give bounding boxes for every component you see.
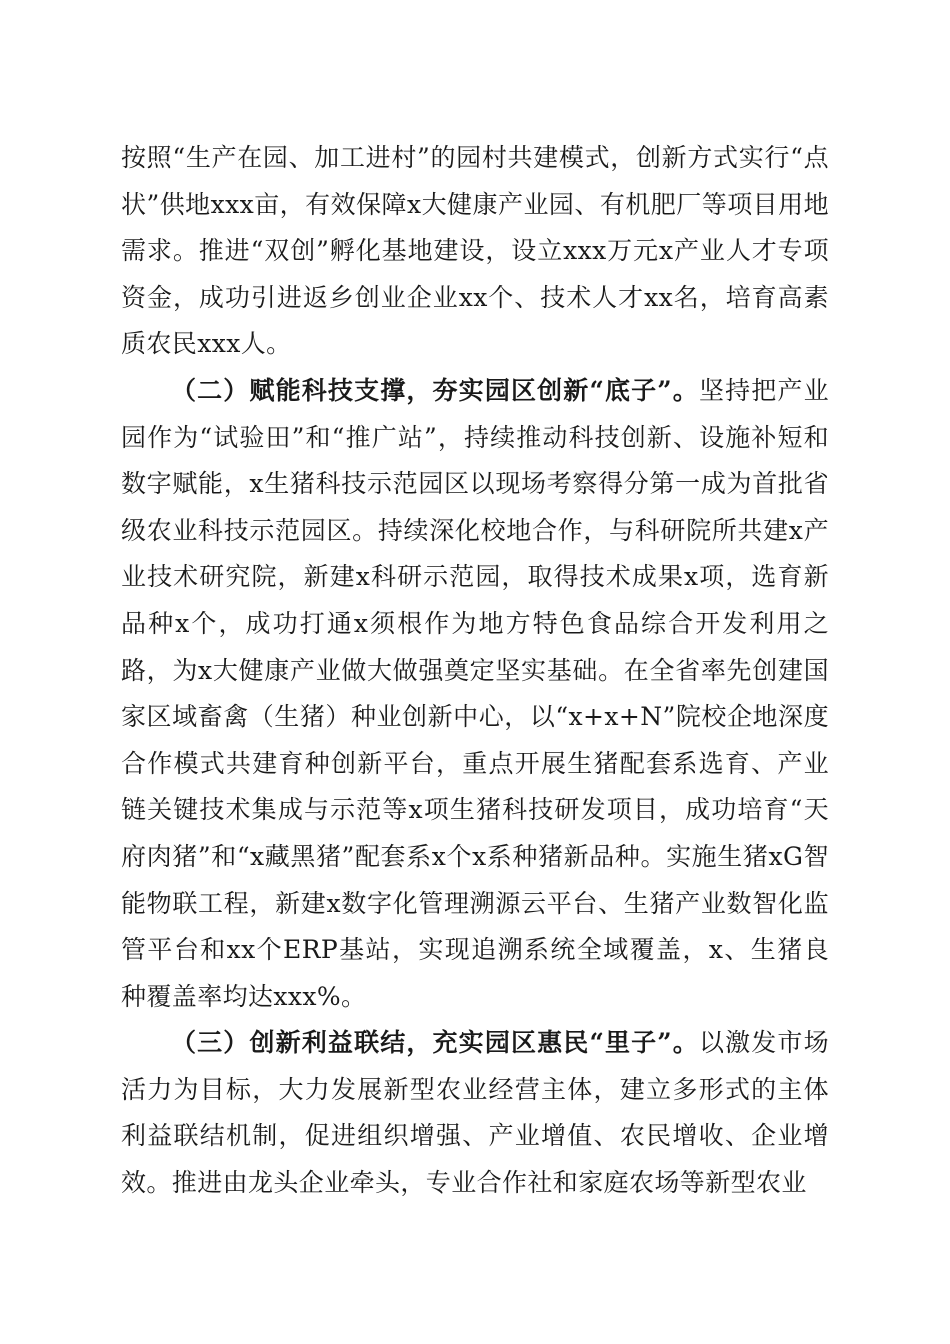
document-body [121, 135, 829, 1207]
paragraph-section-2 [121, 368, 829, 1020]
section-heading: （三）创新利益联结，充实园区惠民“里子”。 [171, 1028, 699, 1058]
paragraph-text: 以激发市场活力为目标，大力发展新型农业经营主体，建立多形式的主体利益联结机制，促进组织增强、产业增值、农民增收、企业增效。推进由龙头企业牵头，专业合作社和家庭农场等新型农业 [121, 1028, 829, 1198]
paragraph-continuation [121, 135, 829, 368]
paragraph-section-3 [121, 1020, 829, 1206]
paragraph-text: 按照“生产在园、加工进村”的园村共建模式，创新方式实行“点状”供地xxx亩，有效保障x大健康产业园、有机肥厂等项目用地需求。推进“双创”孵化基地建设，设立xxx万元x产业人才专项资金，成功引进返乡创业企业xx个、技术人才xx名，培育高素质农民xxx人。 [121, 143, 829, 359]
section-heading: （二）赋能科技支撑，夯实园区创新“底子”。 [171, 375, 699, 405]
paragraph-text: 坚持把产业园作为“试验田”和“推广站”，持续推动科技创新、设施补短和数字赋能，x生猪科技示范园区以现场考察得分第一成为首批省级农业科技示范园区。持续深化校地合作，与科研院所共建x产业技术研究院，新建x科研示范园，取得技术成果x项，选育新品种x个，成功打通x须根作为地方特色食品综合开发利用之路，为x大健康产业做大做强奠定坚实基础。在全省率先创建国家区域畜禽（生猪）种业创新中心，以“x+x+N”院校企地深度合作模式共建育种创新平台，重点开展生猪配套系选育、产业链关键技术集成与示范等x项生猪科技研发项目，成功培育“天府肉猪”和“x藏黑猪”配套系x个x系种猪新品种。实施生猪xG智能物联工程，新建x数字化管理溯源云平台、生猪产业数智化监管平台和xx个ERP基站，实现追溯系统全域覆盖，x、生猪良种覆盖率均达xxx%。 [121, 375, 829, 1011]
